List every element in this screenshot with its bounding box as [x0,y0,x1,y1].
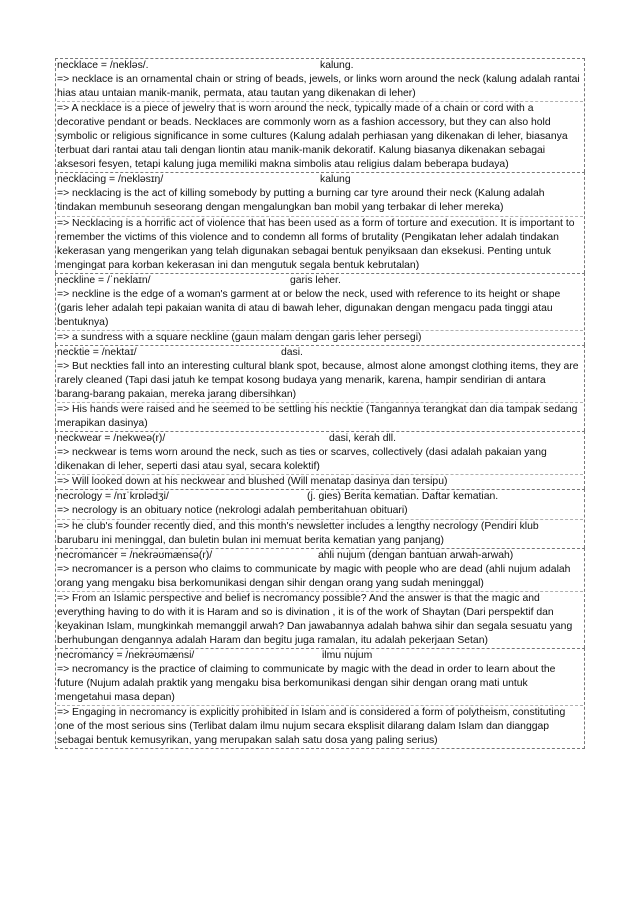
example-sentence: => From an Islamic perspective and belief is necromancy possible? And the answer is that the magic and everything having to do with it is Haram and so is divination , it is of the work of Shaytan (Dari perspektif dan keyakinan Islam, mungkinkah memanggil arwah? Dan jawabannya adalah bahwa sihir dan segala sesuatu yang berhubungan dengannya adalah Haram dan begitu juga ramalan, itu adalah pekerjaan Setan) [57,592,573,646]
headword: necktie = /nektaɪ/ [57,346,137,358]
example-sentence: => necrology is an obituary notice (nekrologi adalah pemberitahuan obituari) [57,504,583,519]
example-sentence: => neckline is the edge of a woman's garment at or below the neck, used with reference to its height or shape (garis leher adalah tepi pakaian wanita di atau di bawah leher, digunakan dengan mengacu pada tinggi atau bentuknya) [57,288,583,331]
example-sentence: => necromancy is the practice of claiming to communicate by magic with the dead in order to learn about the future (Nujum adalah praktik yang mengaku bisa berkomunikasi dengan sihir dengan orang mati untuk mengetahui masa depan) [57,663,583,706]
entry-necromancer [55,548,585,648]
example-sentence: => neckwear is tems worn around the neck, such as ties or scarves, collectively (dasi adalah pakaian yang dikenakan di leher, seperti dasi atau syal, secara kolektif) [57,446,583,475]
translation: garis leher. [290,274,341,286]
headword: necklace = /nekləs/. [57,60,149,71]
example-sentence: => Necklacing is a horrific act of violence that has been used as a form of torture and execution. It is important to remember the victims of this violence and to condemn all forms of brutality (Pengikatan leher adalah tindakan kekerasan yang mengerikan yang telah digunakan sebagai bentuk penyiksaan dan eksekusi. Penting untuk mengingat para korban kekerasan ini dan mengutuk segala bentuk kebrutalan) [57,217,575,271]
entry-header [57,549,583,563]
translation: dasi, kerah dll. [329,433,396,445]
vocabulary-list [55,58,585,749]
entry-neckwear [55,431,585,489]
example-sentence: => a sundress with a square neckline (gaun malam dengan garis leher persegi) [57,331,422,343]
example-sentence: => necromancer is a person who claims to communicate by magic with people who are dead (ahli nujum adalah orang yang mengaku bisa berkomunikasi dengan sihir dengan orang yang sudah meninggal) [57,563,583,592]
translation: ahli nujum (dengan bantuan arwah-arwah) [318,549,514,561]
headword: necromancer = /nekrəʊmænsə(r)/ [57,549,213,561]
example-sentence: => Will looked down at his neckwear and blushed (Will menatap dasinya dan tersipu) [57,476,448,488]
entry-necklace [55,58,585,172]
entry-header [57,490,583,504]
entry-necktie [55,345,585,431]
translation: kalung [320,174,351,186]
headword: necklacing = /nekləsɪŋ/ [57,174,164,186]
entry-header [57,59,583,73]
example-sentence: => But neckties fall into an interesting cultural blank spot, because, almost alone amongst clothing items, they are rarely cleaned (Tapi dasi jatuh ke tempat kosong budaya yang menarik, karena, hampir sendirian di antara barang-barang pakaian, mereka jarang dibersihkan) [57,360,583,403]
entry-neckline [55,273,585,345]
entry-header [57,432,583,446]
example-sentence: => A necklace is a piece of jewelry that is worn around the neck, typically made of a chain or cord with a decorative pendant or beads. Necklaces are commonly worn as a fashion accessory, but they can also hold symbolic or religious significance in some cultures (Kalung adalah perhiasan yang dikenakan di leher, biasanya terbuat dari rantai atau tali dengan liontin atau manik-manik dekoratif. Kalung biasanya dikenakan sebagai aksesori fesyen, tetapi kalung juga memiliki makna simbolis atau religius dalam beberapa budaya) [57,103,568,171]
entry-header [57,274,583,288]
headword: neckwear = /nekweə(r)/ [57,433,166,445]
translation: kalung. [320,60,354,71]
entry-header [57,346,583,360]
entry-necromancy [55,648,585,749]
example-sentence: => Engaging in necromancy is explicitly prohibited in Islam and is considered a form of polytheism, constituting one of the most serious sins (Terlibat dalam ilmu nujum secara eksplisit dilarang dalam Islam dan dianggap sebagai bentuk kemusyrikan, yang merupakan salah satu dosa yang paling serius) [57,707,566,747]
example-sentence: => necklacing is the act of killing somebody by putting a burning car tyre around their neck (Kalung adalah tindakan membunuh seseorang dengan mengalungkan ban mobil yang terbakar di leher mereka) [57,187,583,216]
entry-header [57,649,583,663]
example-sentence: => he club's founder recently died, and this month's newsletter includes a lengthy necrology (Pendiri klub barubaru ini meninggal, dan buletin bulan ini memuat berita kematian yang panjang) [57,520,539,546]
translation: ilmu nujum [322,649,373,661]
headword: necrology = /nɪˈkrɒlədʒi/ [57,491,169,503]
headword: neckline = /ˈneklaɪn/ [57,274,151,286]
example-sentence: => His hands were raised and he seemed to be settling his necktie (Tangannya terangkat dan dia tampak sedang merapikan dasinya) [57,404,578,430]
translation: (j. gies) Berita kematian. Daftar kematian. [307,491,499,503]
headword: necromancy = /nekrəʊmænsi/ [57,649,195,661]
entry-necklacing [55,172,585,272]
translation: dasi. [281,346,303,358]
example-sentence: => necklace is an ornamental chain or string of beads, jewels, or links worn around the neck (kalung adalah rantai hias atau untaian manik-manik, permata, atau tautan yang dikenakan di leher) [57,73,583,102]
entry-necrology [55,489,585,547]
entry-header [57,173,583,187]
